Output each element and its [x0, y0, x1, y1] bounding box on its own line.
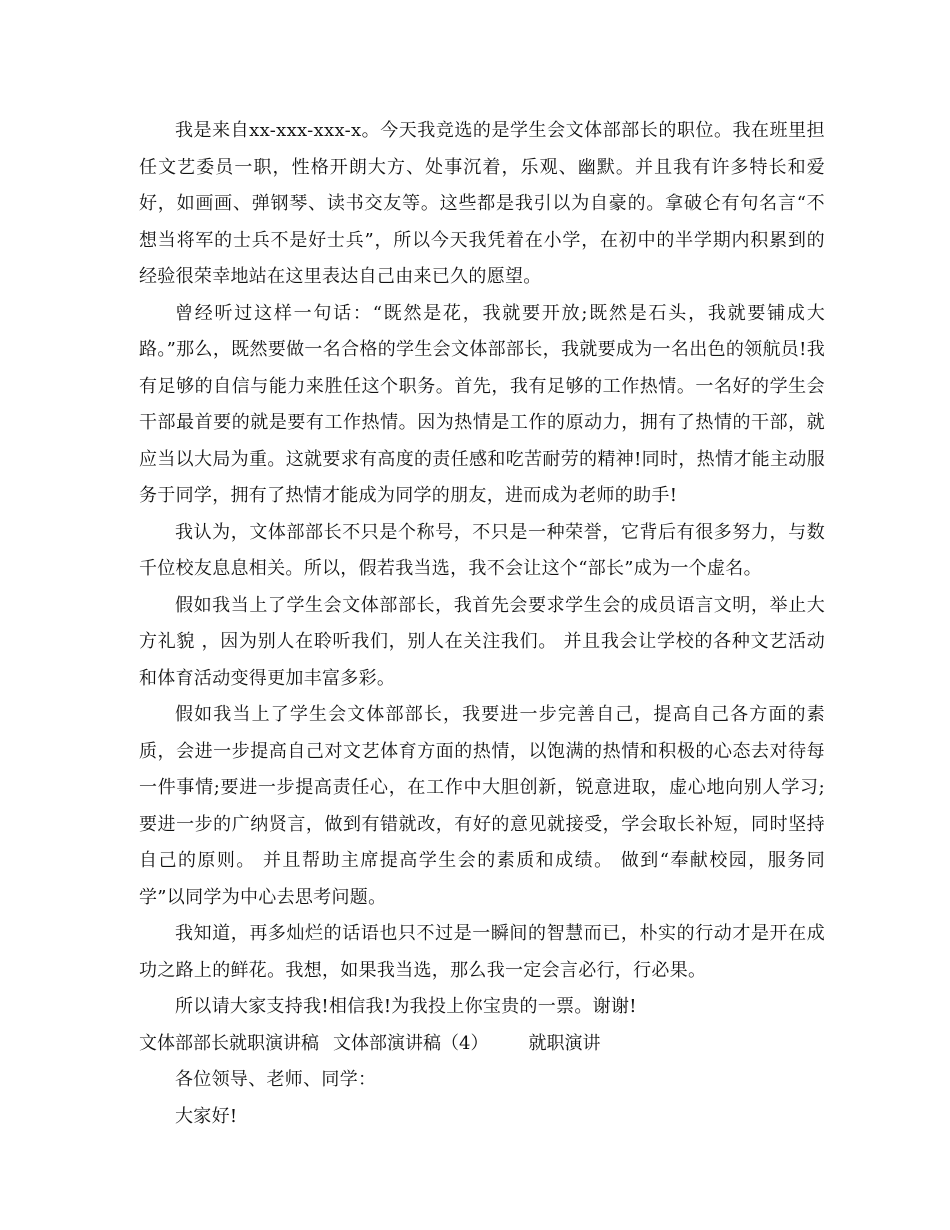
heading-part-1: 文体部部长就职演讲稿 — [139, 1032, 319, 1054]
greeting-line: 各位领导、老师、同学： — [175, 1069, 377, 1090]
paragraph-action: 我知道，再多灿烂的话语也只不过是一瞬间的智慧而已，朴实的行动才是开在成功之路上的鲜花。我想，如果我当选，那么我一定会言必行，行必果。 — [139, 923, 825, 981]
section-heading — [139, 1026, 825, 1063]
paragraph-introduction: 我是来自xx-xxx-xxx-x。今天我竞选的是学生会文体部部长的职位。我在班里担任文艺委员一职，性格开朗大方、处事沉着，乐观、幽默。并且我有许多特长和爱好，如画画、弹钢琴、读书交友等。这些都是我引以为自豪的。拿破仑有句名言“不想当将军的士兵不是好士兵”，所以今天我凭着在小学，在初中的半学期内积累到的经验很荣幸地站在这里表达自己由来已久的愿望。 — [139, 120, 825, 287]
salutation-line: 大家好! — [175, 1105, 238, 1127]
document-body — [139, 113, 825, 1135]
paragraph-plan-members: 假如我当上了学生会文体部部长，我首先会要求学生会的成员语言文明，举止大方礼貌 ，因为别人在聆听我们，别人在关注我们。 并且我会让学校的各种文艺活动和体育活动变得更加丰富多彩。 — [139, 594, 825, 689]
heading-part-2: 文体部演讲稿（4） — [333, 1032, 489, 1054]
paragraph-title-meaning: 我认为，文体部部长不只是个称号，不只是一种荣誉，它背后有很多努力，与数千位校友息息相关。所以，假若我当选，我不会让这个“部长”成为一个虚名。 — [139, 521, 825, 579]
paragraph-plan-self: 假如我当上了学生会文体部部长，我要进一步完善自己，提高自己各方面的素质，会进一步提高自己对文艺体育方面的热情，以饱满的热情和积极的心态去对待每一件事情;要进一步提高责任心，在工作中大胆创新，锐意进取，虚心地向别人学习;要进一步的广纳贤言，做到有错就改，有好的意见就接受，学会取长补短，同时坚持自己的原则。 并且帮助主席提高学生会的素质和成绩。 做到“奉献校园，服务同学”以同学为中心去思考问题。 — [139, 704, 825, 908]
paragraph-quote: 曾经听过这样一句话：“既然是花，我就要开放;既然是石头，我就要铺成大路。”那么，既然要做一名合格的学生会文体部部长，我就要成为一名出色的领航员!我有足够的自信与能力来胜任这个职务。首先，我有足够的工作热情。一名好的学生会干部最首要的就是要有工作热情。因为热情是工作的原动力，拥有了热情的干部，就应当以大局为重。这就要求有高度的责任感和吃苦耐劳的精神!同时，热情才能主动服务于同学，拥有了热情才能成为同学的朋友，进而成为老师的助手! — [139, 302, 825, 506]
heading-part-3: 就职演讲 — [528, 1032, 601, 1054]
paragraph-closing: 所以请大家支持我!相信我!为我投上你宝贵的一票。谢谢! — [175, 996, 637, 1017]
